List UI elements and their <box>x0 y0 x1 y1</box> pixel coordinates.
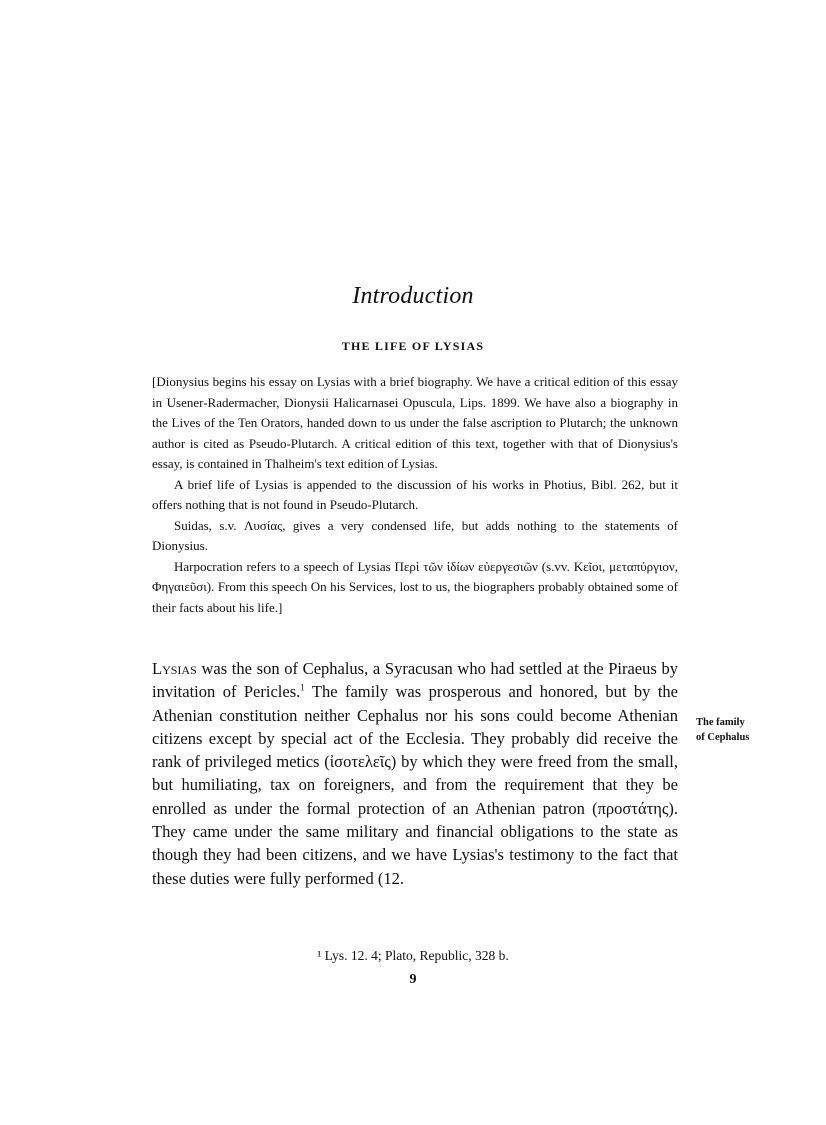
page-number: 9 <box>409 972 417 987</box>
intro-bracketed-note <box>152 372 678 618</box>
section-title: THE LIFE OF LYSIAS <box>341 339 485 353</box>
chapter-title: Introduction <box>352 283 474 309</box>
footnote-reference[interactable]: 1 <box>300 682 305 693</box>
margin-note <box>696 715 806 745</box>
intro-paragraph: Suidas, s.v. Λυσίας, gives a very condensed life, but adds nothing to the statements of Dionysius. <box>152 517 678 553</box>
main-text-body: was the son of Cephalus, a Syracusan who had settled at the Piraeus by invitation of Pericles. <box>152 659 678 702</box>
lead-word: Lysias <box>152 659 197 678</box>
intro-paragraph: A brief life of Lysias is appended to the discussion of his works in Photius, Bibl. 262, but it offers nothing that is not found in Pseudo-Plutarch. <box>152 476 678 512</box>
margin-note-line: of Cephalus <box>696 732 750 743</box>
intro-paragraph: Harpocration refers to a speech of Lysias Περὶ τῶν ἰδίων εὐεργεσιῶν (s.vv. Κεῖοι, μεταπύργιον, Φηγαιεῦσι). From this speech On his Services, lost to us, the biographers probably obtained some of their facts about his life.] <box>152 558 678 615</box>
margin-note-line: The family <box>696 717 745 728</box>
intro-paragraph: [Dionysius begins his essay on Lysias with a brief biography. We have a critical edition of this essay in Usener-Radermacher, Dionysii Halicarnasei Opuscula, Lips. 1899. We have also a biography in the Lives of the Ten Orators, handed down to us under the false ascription to Plutarch; the unknown author is cited as Pseudo-Plutarch. A critical edition of this text, together with that of Dionysius's essay, is contained in Thalheim's text edition of Lysias. <box>152 374 678 471</box>
main-text-rest: The family was prosperous and honored, but by the Athenian constitution neither Cephalus nor his sons could become Athenian citizens except by special act of the Ecclesia. They probably did receive the rank of privileged metics (ἰσοτελεῖς) by which they were freed from the small, but humiliating, tax on foreigners, and from the requirement that they be enrolled as under the formal protection of an Athenian patron (προστάτης). They came under the same military and financial obligations to the state as though they had been citizens, and we have Lysias's testimony to the fact that these duties were fully performed (12. <box>152 682 679 888</box>
main-paragraph <box>152 657 678 890</box>
footnote: ¹ Lys. 12. 4; Plato, Republic, 328 b. <box>317 948 509 963</box>
